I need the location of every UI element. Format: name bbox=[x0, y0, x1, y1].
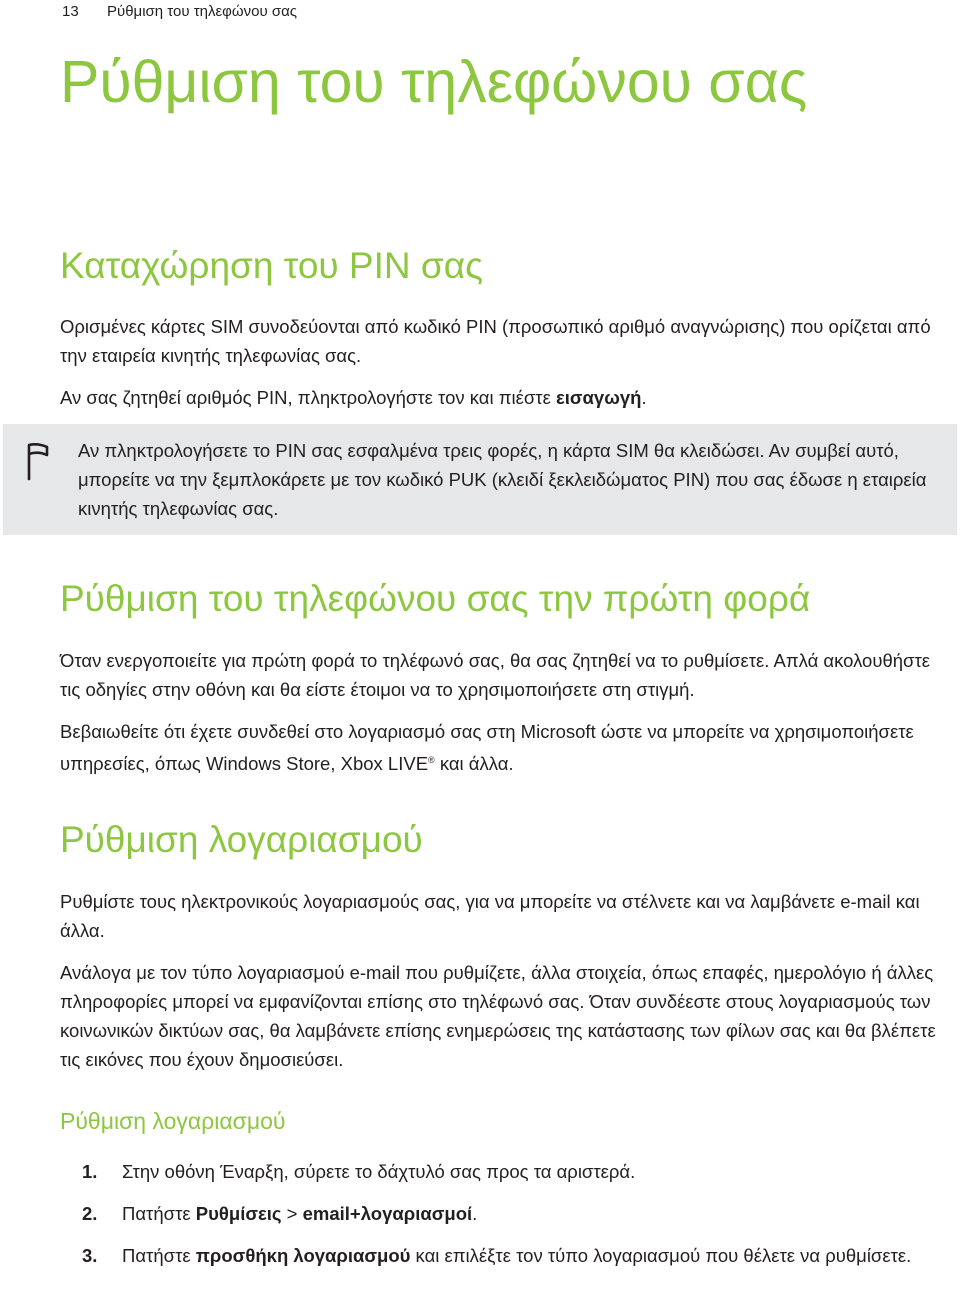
chapter-title: Ρύθμιση του τηλεφώνου σας bbox=[60, 49, 808, 115]
pin-paragraph-1: Ορισμένες κάρτες SIM συνοδεύονται από κωδικό PIN (προσωπικό αριθμό αναγνώρισης) που ορίζεται από την εταιρεία κινητής τηλεφωνίας σας. bbox=[60, 316, 931, 366]
page-number: 13 bbox=[62, 3, 79, 20]
step-number: 1. bbox=[82, 1161, 98, 1182]
pin-paragraph-2: Αν σας ζητηθεί αριθμός PIN, πληκτρολογήστε τον και πιέστε εισαγωγή. bbox=[60, 387, 647, 408]
step-number: 2. bbox=[82, 1203, 98, 1224]
enter-key-label: εισαγωγή bbox=[555, 387, 642, 408]
running-header-chapter: Ρύθμιση του τηλεφώνου σας bbox=[107, 3, 297, 20]
settings-label: Ρυθμίσεις bbox=[195, 1203, 282, 1224]
first-time-heading: Ρύθμιση του τηλεφώνου σας την πρώτη φορά bbox=[60, 578, 811, 619]
pin-heading: Καταχώρηση του PIN σας bbox=[60, 245, 483, 286]
add-account-label: προσθήκη λογαριασμού bbox=[195, 1245, 411, 1266]
accounts-subheading: Ρύθμιση λογαριασμού bbox=[60, 1108, 286, 1134]
running-header bbox=[0, 0, 960, 24]
email-accounts-label: email+λογαριασμοί bbox=[302, 1203, 473, 1224]
accounts-paragraph-2: Ανάλογα με τον τύπο λογαριασμού e-mail που ρυθμίζετε, άλλα στοιχεία, όπως επαφές, ημερολόγιο ή άλλες πληροφορίες μπορεί να εμφανίζονται επίσης στο τηλέφωνό σας. Όταν συνδέεστε στους λογαριασμούς των κοινωνικών δικτύων σας, θα λαμβάνετε επίσης ενημερώσεις της κατάστασης των φίλων σας και θα βλέπετε τις εικόνες που έχουν δημοσιεύσει. bbox=[60, 962, 936, 1070]
step-text: Πατήστε προσθήκη λογαριασμού και επιλέξτε τον τύπο λογαριασμού που θέλετε να ρυθμίσετε. bbox=[122, 1245, 912, 1266]
step-number: 3. bbox=[82, 1245, 98, 1266]
note-text: Αν πληκτρολογήσετε το PIN σας εσφαλμένα τρεις φορές, η κάρτα SIM θα κλειδώσει. Αν συμβεί αυτό, μπορείτε να την ξεμπλοκάρετε με τον κωδικό PUK (κλειδί ξεκλειδώματος PIN) που σας έδωσε η εταιρεία κινητής τηλεφωνίας σας. bbox=[78, 440, 927, 519]
step-text: Στην οθόνη Έναρξη, σύρετε το δάχτυλό σας προς τα αριστερά. bbox=[122, 1161, 636, 1182]
note-flag-icon bbox=[26, 441, 50, 481]
first-time-paragraph-2: Βεβαιωθείτε ότι έχετε συνδεθεί στο λογαριασμό σας στη Microsoft ώστε να μπορείτε να χρησιμοποιήσετε υπηρεσίες, όπως Windows Store, Xbox LIVE® και άλλα. bbox=[60, 721, 914, 775]
accounts-paragraph-1: Ρυθμίστε τους ηλεκτρονικούς λογαριασμούς σας, για να μπορείτε να στέλνετε και να λαμβάνετε e-mail και άλλα. bbox=[60, 891, 920, 941]
first-time-paragraph-1: Όταν ενεργοποιείτε για πρώτη φορά το τηλέφωνό σας, θα σας ζητηθεί να το ρυθμίσετε. Απλά ακολουθήστε τις οδηγίες στην οθόνη και θα είστε έτοιμοι να το χρησιμοποιήσετε στη στιγμή. bbox=[60, 650, 931, 700]
step-text: Πατήστε Ρυθμίσεις > email+λογαριασμοί. bbox=[122, 1203, 478, 1224]
accounts-heading: Ρύθμιση λογαριασμού bbox=[60, 819, 423, 860]
